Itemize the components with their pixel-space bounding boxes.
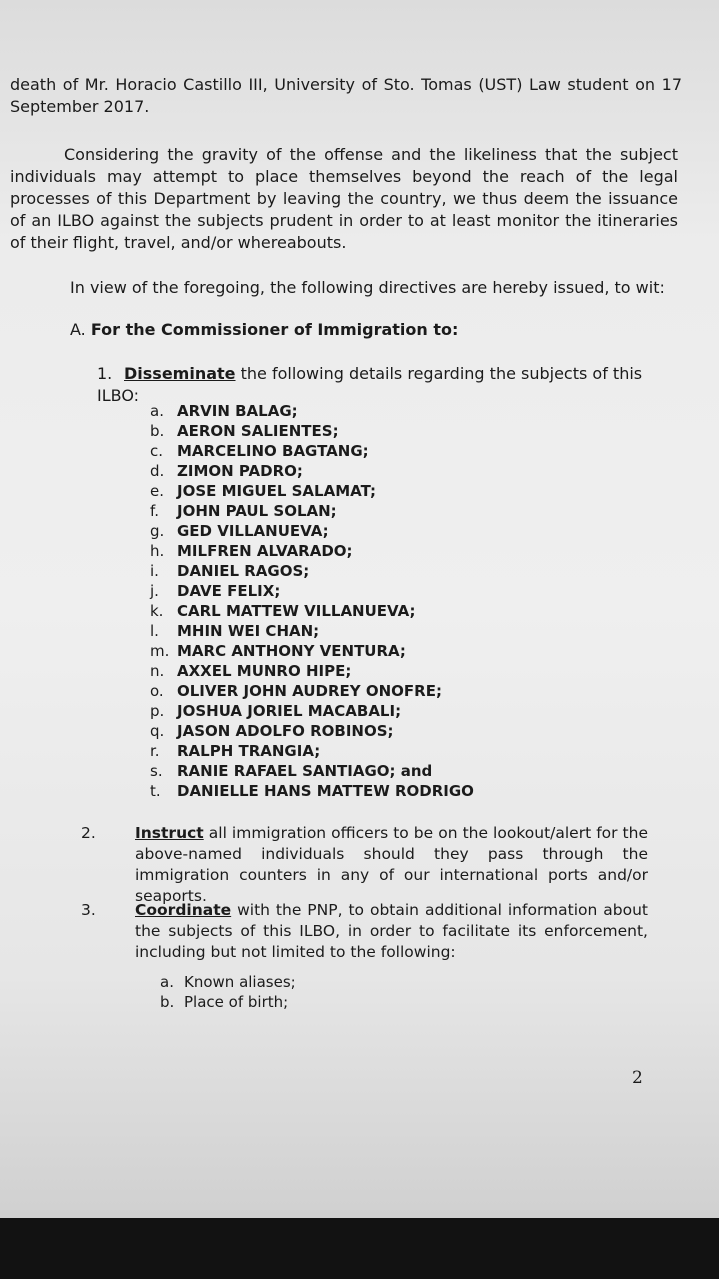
directive-3-details-list [160, 972, 296, 1012]
detail-item-text: Known aliases; [184, 973, 296, 991]
subject-item-name: JASON ADOLFO ROBINOS; [177, 722, 394, 740]
subject-item-letter: q. [150, 722, 165, 740]
subject-item-letter: g. [150, 522, 165, 540]
directive-1-keyword: Disseminate [124, 364, 236, 383]
subject-item-name: OLIVER JOHN AUDREY ONOFRE; [177, 682, 442, 700]
subject-item-letter: s. [150, 762, 163, 780]
dark-surface [0, 1218, 719, 1279]
section-a-heading [70, 319, 458, 341]
subject-item-letter: h. [150, 542, 165, 560]
subject-item-name: GED VILLANUEVA; [177, 522, 329, 540]
subject-item-name: MARCELINO BAGTANG; [177, 442, 369, 460]
directive-2-number: 2. [81, 824, 96, 842]
subject-item-name: JOHN PAUL SOLAN; [177, 502, 337, 520]
subject-item-letter: i. [150, 562, 159, 580]
subject-item [150, 701, 474, 721]
directive-3-text: with the PNP, to obtain additional information about the subjects of this ILBO, in order to facilitate its enforcement, including but not limited to the following: [135, 901, 648, 961]
subject-item-name: CARL MATTEW VILLANUEVA; [177, 602, 416, 620]
directive-2-keyword: Instruct [135, 824, 204, 842]
subject-item [150, 461, 474, 481]
detail-item-letter: a. [160, 973, 174, 991]
subject-item [150, 601, 474, 621]
subject-item-name: MARC ANTHONY VENTURA; [177, 642, 406, 660]
subject-item [150, 621, 474, 641]
subject-item [150, 441, 474, 461]
directive-1-text: the following details regarding the subjects of this ILBO: [97, 364, 643, 405]
detail-item [160, 972, 296, 992]
subject-item-letter: k. [150, 602, 164, 620]
subject-item-name: AERON SALIENTES; [177, 422, 339, 440]
subject-item-letter: r. [150, 742, 160, 760]
subject-item [150, 581, 474, 601]
subject-item-letter: t. [150, 782, 161, 800]
subject-item-name: JOSHUA JORIEL MACABALI; [177, 702, 402, 720]
subject-item [150, 681, 474, 701]
directive-3-keyword: Coordinate [135, 901, 232, 919]
subject-item [150, 521, 474, 541]
subject-item-name: MILFREN ALVARADO; [177, 542, 353, 560]
subject-item-letter: l. [150, 622, 159, 640]
paragraph-considering: Considering the gravity of the offense and the likeliness that the subject individuals may attempt to place themselves beyond the reach of the legal processes of this Department by leaving the country, we thus deem the issuance of an ILBO against the subjects prudent in order to at least monitor the itineraries of their flight, travel, and/or whereabouts. [10, 145, 678, 252]
subject-item-name: MHIN WEI CHAN; [177, 622, 320, 640]
subject-item-letter: b. [150, 422, 165, 440]
subject-item [150, 561, 474, 581]
subject-item-letter: o. [150, 682, 164, 700]
subject-item [150, 421, 474, 441]
subject-item [150, 481, 474, 501]
subject-item-name: DAVE FELIX; [177, 582, 281, 600]
subject-item [150, 721, 474, 741]
subject-item-name: ZIMON PADRO; [177, 462, 303, 480]
detail-item-text: Place of birth; [184, 993, 289, 1011]
directive-2 [81, 823, 648, 907]
subject-item-letter: p. [150, 702, 165, 720]
detail-item [160, 992, 296, 1012]
subject-item [150, 781, 474, 801]
paragraph-intro: death of Mr. Horacio Castillo III, University of Sto. Tomas (UST) Law student on 17 September 2017. [10, 75, 682, 116]
subject-item-name: DANIELLE HANS MATTEW RODRIGO [177, 782, 474, 800]
directive-3-number: 3. [81, 901, 96, 919]
page-number: 2 [632, 1068, 643, 1088]
subject-item-letter: a. [150, 402, 164, 420]
subject-item [150, 741, 474, 761]
subject-item-letter: f. [150, 502, 159, 520]
subject-item-name: JOSE MIGUEL SALAMAT; [177, 482, 376, 500]
section-a-letter: A. [70, 320, 86, 339]
subject-item-letter: c. [150, 442, 164, 460]
subject-item-letter: j. [150, 582, 159, 600]
detail-item-letter: b. [160, 993, 175, 1011]
subject-item-letter: d. [150, 462, 165, 480]
subject-item [150, 661, 474, 681]
subject-item [150, 401, 474, 421]
subject-item [150, 641, 474, 661]
subject-item-name: RANIE RAFAEL SANTIAGO; and [177, 762, 433, 780]
section-a-title: For the Commissioner of Immigration to: [90, 320, 459, 339]
subjects-list [150, 401, 474, 801]
subject-item [150, 541, 474, 561]
directive-3 [81, 900, 648, 963]
subject-item-letter: n. [150, 662, 165, 680]
subject-item-letter: m. [150, 642, 170, 660]
subject-item-name: RALPH TRANGIA; [177, 742, 321, 760]
directive-1-number: 1. [97, 364, 113, 383]
subject-item-letter: e. [150, 482, 164, 500]
subject-item [150, 501, 474, 521]
directive-2-text: all immigration officers to be on the lookout/alert for the above-named individuals should they pass through the immigration counters in any of our international ports and/or seaports. [135, 824, 648, 905]
paragraph-directives: In view of the foregoing, the following directives are hereby issued, to wit: [70, 278, 665, 297]
subject-item-name: DANIEL RAGOS; [177, 562, 310, 580]
subject-item [150, 761, 474, 781]
subject-item-name: ARVIN BALAG; [177, 402, 298, 420]
subject-item-name: AXXEL MUNRO HIPE; [177, 662, 352, 680]
